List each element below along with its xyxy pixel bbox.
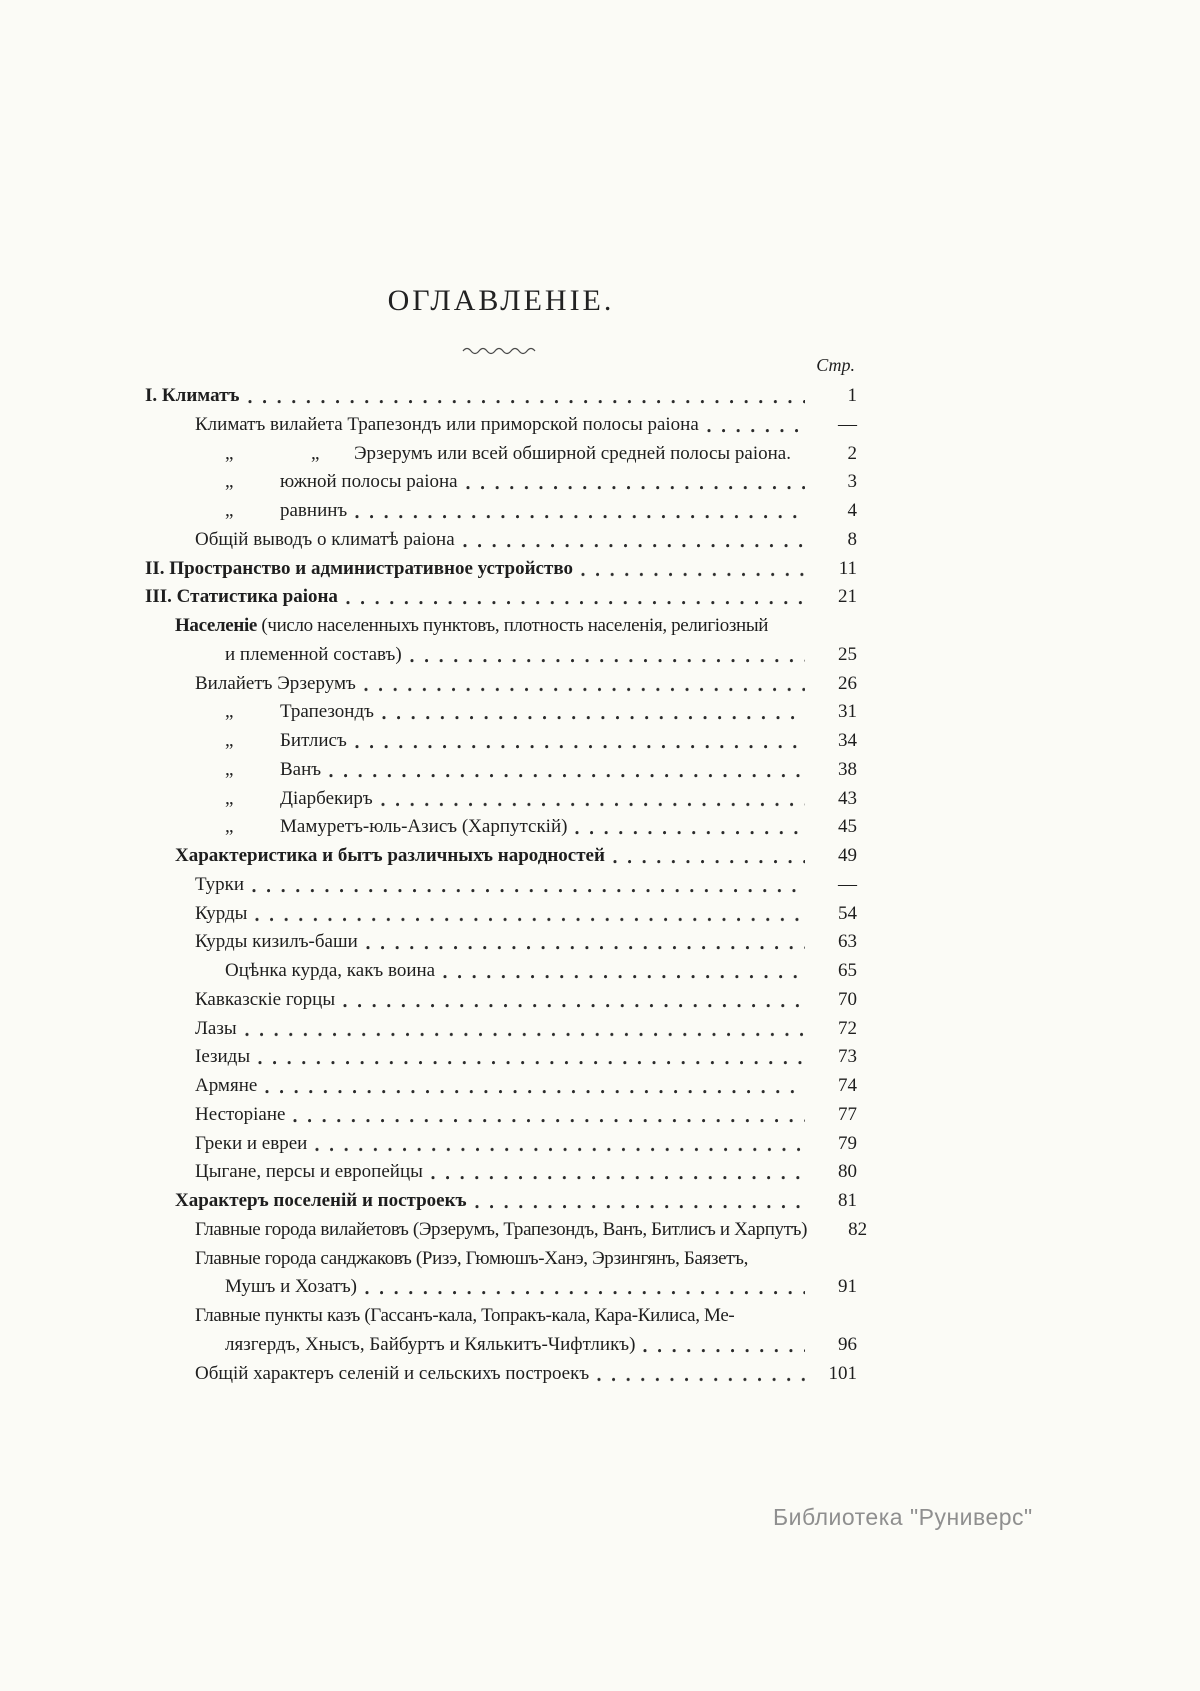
toc-entry-page: 26 <box>838 672 857 694</box>
ditto-mark: „ <box>225 787 234 809</box>
toc-entry-page <box>811 612 857 641</box>
toc-entry-page: 82 <box>848 1218 868 1240</box>
ditto-mark: „ <box>225 730 234 751</box>
dot-leader <box>707 411 805 440</box>
ditto-mark: „ <box>225 816 234 838</box>
dot-leader <box>355 497 805 526</box>
toc-entry-text: Несторіане <box>195 1103 286 1125</box>
toc-entry-page: 54 <box>838 902 857 924</box>
toc-entry-text: Мушъ и Хозатъ) <box>225 1276 357 1298</box>
dot-leader <box>252 871 805 900</box>
toc-entry-text: Эрзерумъ или всей обширной средней полосы раіона. <box>354 442 791 464</box>
toc-entry-page: 81 <box>838 1190 857 1211</box>
toc-entry-text-wrap <box>175 612 768 641</box>
toc-entry <box>145 1245 857 1274</box>
toc-entry-text-wrap <box>225 785 373 814</box>
toc-entry-text: Вилайетъ Эрзерумъ <box>195 672 356 694</box>
toc-entry-text-wrap <box>195 1130 307 1159</box>
toc-entry-text-wrap <box>145 555 573 584</box>
toc-entry <box>145 1015 857 1044</box>
dot-leader <box>258 1043 805 1072</box>
toc-entry-text-wrap <box>225 1273 357 1302</box>
toc-entry-text-wrap <box>195 411 699 440</box>
toc-entry <box>145 1302 857 1331</box>
toc-entry-page: 49 <box>838 845 857 866</box>
toc-entry-text: Битлисъ <box>280 730 347 751</box>
toc-entry-text-wrap <box>175 1187 467 1216</box>
table-of-contents <box>145 354 868 1388</box>
toc-entry-page: 74 <box>838 1075 857 1096</box>
toc-entry-text: Іезиды <box>195 1046 251 1068</box>
toc-entry-text: и племенной составъ) <box>225 643 402 665</box>
toc-entry <box>145 1101 857 1130</box>
toc-entry-page: 63 <box>838 931 857 953</box>
toc-entry-text: Курды кизилъ-баши <box>195 931 358 953</box>
watermark: Библиотека "Руниверс" <box>773 1504 1033 1530</box>
dot-leader <box>315 1130 805 1159</box>
toc-entry-page: 34 <box>838 730 857 751</box>
dot-leader <box>776 612 805 641</box>
toc-entry-text: Климатъ вилайета Трапезондъ или приморской полосы раіона <box>195 413 699 435</box>
toc-entry <box>145 928 857 957</box>
toc-entry-text: Ванъ <box>280 758 322 780</box>
toc-entry-text-wrap <box>195 1072 257 1101</box>
toc-rows <box>145 382 868 1388</box>
toc-entry-text-wrap <box>195 871 244 900</box>
toc-entry-text: Мамуретъ-юль-Азисъ (Харпутскій) <box>280 816 568 838</box>
toc-entry <box>145 698 857 727</box>
toc-entry-text-wrap <box>195 900 247 929</box>
ditto-mark: „ <box>225 758 234 780</box>
toc-entry-text: равнинъ <box>280 500 348 521</box>
dot-leader <box>581 555 805 584</box>
toc-entry-page: 8 <box>847 528 857 550</box>
toc-entry <box>145 1130 857 1159</box>
dot-leader <box>742 1302 805 1331</box>
toc-entry-text: Турки <box>195 873 245 895</box>
toc-entry <box>145 1072 857 1101</box>
toc-entry-page: 65 <box>838 960 857 981</box>
toc-entry-text-wrap <box>195 1043 250 1072</box>
page-column-header: Стр. <box>816 355 855 375</box>
toc-entry <box>145 555 857 584</box>
toc-entry-text-wrap <box>225 1331 635 1360</box>
toc-entry <box>145 842 857 871</box>
toc-entry-text-wrap <box>195 1101 285 1130</box>
toc-entry <box>145 727 857 756</box>
toc-entry-text: II. Пространство и административное устройство <box>145 557 573 579</box>
toc-entry <box>145 871 857 900</box>
toc-entry-text-wrap <box>195 670 356 699</box>
dot-leader <box>756 1245 805 1274</box>
toc-entry-text-wrap <box>195 928 358 957</box>
toc-entry-text: лязгердъ, Хнысъ, Байбуртъ и Кялькитъ-Чифтликъ) <box>225 1333 636 1355</box>
toc-entry-text-wrap <box>225 440 791 469</box>
toc-entry-text-wrap <box>225 641 402 670</box>
toc-entry-text-wrap <box>195 1245 748 1274</box>
toc-entry-text-wrap <box>195 1302 734 1331</box>
toc-entry-text-wrap <box>145 583 338 612</box>
toc-entry-text: (число населенныхъ пунктовъ, плотность населенія, религіозный <box>256 615 769 636</box>
toc-entry-text: Армяне <box>195 1075 258 1096</box>
toc-entry-page <box>811 1245 857 1274</box>
toc-entry <box>145 1216 868 1245</box>
toc-entry <box>145 1331 857 1360</box>
dot-leader <box>466 468 805 497</box>
toc-entry-text: южной полосы раіона <box>280 471 458 493</box>
toc-entry-text: Общій характеръ селеній и сельскихъ построекъ <box>195 1362 590 1384</box>
dot-leader <box>265 1072 805 1101</box>
toc-entry-page: 91 <box>838 1276 857 1298</box>
toc-entry-page: 11 <box>838 557 857 579</box>
dot-leader <box>643 1331 805 1360</box>
dot-leader <box>343 986 805 1015</box>
toc-entry-page: 43 <box>838 787 857 809</box>
dot-leader <box>597 1360 805 1389</box>
toc-entry-page: 25 <box>838 643 857 665</box>
toc-entry-text: Греки и евреи <box>195 1132 308 1154</box>
toc-entry <box>145 583 857 612</box>
toc-entry <box>145 641 857 670</box>
toc-entry-text-wrap <box>195 1360 589 1389</box>
toc-entry <box>145 900 857 929</box>
dot-leader <box>381 785 805 814</box>
toc-entry-page: 31 <box>838 701 857 723</box>
dot-leader <box>255 900 805 929</box>
toc-entry-lead: Населеніе <box>175 615 257 636</box>
dot-leader <box>355 727 805 756</box>
toc-entry <box>145 382 857 411</box>
ditto-mark: „ <box>311 442 320 464</box>
toc-entry-text: Главные города санджаковъ (Ризэ, Гюмюшъ-Ханэ, Эрзингянъ, Баязетъ, <box>195 1247 749 1269</box>
toc-entry-text-wrap <box>195 1015 237 1044</box>
toc-entry-text-wrap <box>195 1216 807 1245</box>
dot-leader <box>431 1158 805 1187</box>
toc-entry-text-wrap <box>225 727 347 756</box>
dot-leader <box>293 1101 805 1130</box>
dot-leader <box>346 583 805 612</box>
toc-entry-page: 3 <box>847 471 857 493</box>
toc-entry <box>145 813 857 842</box>
dot-leader <box>575 813 805 842</box>
dot-leader <box>245 1015 805 1044</box>
toc-entry-page: 38 <box>838 758 857 780</box>
dot-leader <box>463 526 805 555</box>
toc-entry-text: Цыгане, персы и европейцы <box>195 1161 423 1183</box>
toc-entry-text: Главные пункты казъ (Гассанъ-кала, Топракъ-кала, Кара-Килиса, Ме- <box>195 1305 735 1326</box>
dot-leader <box>365 1273 805 1302</box>
toc-entry-page: 77 <box>838 1103 857 1125</box>
toc-entry-text: Трапезондъ <box>280 701 374 723</box>
page-title: ОГЛАВЛЕНІЕ. <box>387 284 615 317</box>
toc-entry <box>145 497 857 526</box>
toc-entry-text: Главные города вилайетовъ (Эрзерумъ, Трапезондъ, Ванъ, Битлисъ и Харпутъ) <box>195 1218 808 1240</box>
toc-entry-text-wrap <box>145 382 240 411</box>
toc-entry <box>145 411 857 440</box>
ditto-mark: „ <box>225 500 234 521</box>
toc-entry-page: — <box>838 413 857 435</box>
toc-entry-text-wrap <box>225 497 347 526</box>
dot-leader <box>366 928 805 957</box>
dot-leader <box>382 698 805 727</box>
toc-entry-text-wrap <box>225 756 321 785</box>
toc-entry-text: Діарбекиръ <box>280 787 373 809</box>
toc-entry-page: 72 <box>838 1017 857 1039</box>
toc-entry <box>145 440 857 469</box>
toc-entry <box>145 986 857 1015</box>
toc-entry <box>145 756 857 785</box>
toc-entry <box>145 1187 857 1216</box>
toc-entry-text: Общій выводъ о климатѣ раіона <box>195 528 455 550</box>
toc-entry-text: Характеристика и бытъ различныхъ народностей <box>175 845 605 866</box>
toc-entry-page: 21 <box>838 586 857 608</box>
ditto-mark: „ <box>225 471 234 493</box>
toc-entry-text: Характеръ поселеній и построекъ <box>175 1190 467 1211</box>
toc-entry <box>145 1360 857 1389</box>
toc-entry <box>145 1158 857 1187</box>
toc-entry <box>145 468 857 497</box>
toc-entry-text: III. Статистика раіона <box>145 586 338 608</box>
toc-entry-page: 1 <box>847 385 857 406</box>
toc-entry <box>145 670 857 699</box>
dot-leader <box>410 641 805 670</box>
dot-leader <box>613 842 805 871</box>
dot-leader <box>248 382 805 411</box>
toc-entry-text-wrap <box>225 957 435 986</box>
toc-entry-text: Оцѣнка курда, какъ воина <box>225 960 436 981</box>
dot-leader <box>799 440 805 469</box>
ditto-mark: „ <box>225 701 234 723</box>
toc-entry-page <box>811 1302 857 1331</box>
toc-entry-page: 4 <box>847 500 857 521</box>
ditto-mark: „ <box>225 442 234 464</box>
toc-entry-page: 70 <box>838 988 857 1010</box>
toc-entry <box>145 957 857 986</box>
toc-entry-page: 73 <box>838 1046 857 1068</box>
toc-entry-text-wrap <box>225 698 374 727</box>
dot-leader <box>475 1187 805 1216</box>
toc-entry-page: — <box>838 873 857 895</box>
toc-entry-text-wrap <box>195 1158 423 1187</box>
toc-entry-page: 80 <box>838 1161 857 1183</box>
toc-entry <box>145 785 857 814</box>
toc-entry-text-wrap <box>175 842 605 871</box>
toc-entry-text-wrap <box>195 986 335 1015</box>
toc-entry-page: 79 <box>838 1132 857 1154</box>
dot-leader <box>364 670 805 699</box>
toc-entry-page: 2 <box>847 442 857 464</box>
toc-entry <box>145 1043 857 1072</box>
toc-entry-text: Курды <box>195 902 248 924</box>
toc-entry-page: 96 <box>838 1333 857 1355</box>
toc-entry-page: 45 <box>838 816 857 838</box>
toc-entry-text: I. Климатъ <box>145 385 240 406</box>
dot-leader <box>443 957 805 986</box>
toc-entry <box>145 1273 857 1302</box>
toc-entry-text: Кавказскіе горцы <box>195 988 336 1010</box>
toc-entry-text-wrap <box>225 813 567 842</box>
toc-entry <box>145 612 857 641</box>
toc-entry-text-wrap <box>225 468 458 497</box>
toc-entry-text: Лазы <box>195 1017 237 1039</box>
toc-entry-text-wrap <box>195 526 455 555</box>
toc-entry <box>145 526 857 555</box>
toc-entry-page: 101 <box>828 1362 857 1384</box>
dot-leader <box>329 756 805 785</box>
